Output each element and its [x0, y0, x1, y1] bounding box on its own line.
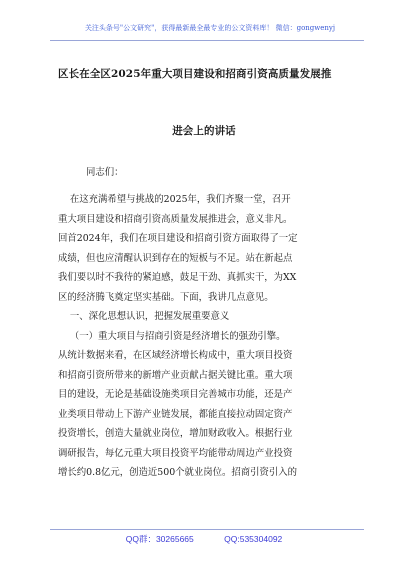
body-line: 回首2024年，我们在项目建设和招商引资方面取得了一定 — [58, 233, 298, 244]
header-divider — [50, 40, 364, 41]
salutation-text: 同志们： — [86, 167, 124, 178]
document-title-line-2: 进会上的讲话 — [172, 125, 236, 137]
footer — [0, 533, 408, 545]
subsection-heading: （一）重大项目与招商引资是经济增长的强劲引擎。 — [58, 330, 286, 342]
footer-divider — [50, 529, 364, 530]
body-line: 我们要以时不我待的紧迫感，鼓足干劲、真抓实干，为XX — [58, 272, 297, 283]
body-line: 和招商引资所带来的新增产业贡献占据关键比重。重大项 — [58, 369, 293, 381]
body-line: 目的建设，无论是基础设施类项目完善城市功能，还是产 — [58, 389, 293, 400]
footer-qq-group: QQ群：30265665 — [125, 534, 194, 544]
footer-qq-contact: QQ:535304092 — [224, 534, 283, 544]
body-line: 从统计数据来看，在区域经济增长构成中，重大项目投资 — [58, 350, 293, 361]
salutation — [58, 163, 358, 183]
body-line: 调研报告，每亿元重大项目投资平均能带动周边产业投资 — [58, 447, 293, 459]
section-heading: 一、深化思想认识，把握发展重要意义 — [58, 311, 230, 322]
body-line: 在这充满希望与挑战的2025年，我们齐聚一堂，召开 — [58, 194, 291, 205]
header-banner: 关注头条号"公文研究"，获得最新最全最专业的公文资料库！ 微信：gongwenyj — [84, 24, 336, 32]
body-line: 业类项目带动上下游产业链发展，都能直接拉动固定资产 — [58, 408, 293, 420]
body-line: 增长约0.8亿元，创造近500个就业岗位。招商引资引入的 — [58, 467, 298, 478]
body-line: 重大项目建设和招商引资高质量发展推进会，意义非凡。 — [58, 213, 293, 225]
body-line: 区的经济腾飞奠定坚实基础。下面，我讲几点意见。 — [58, 291, 274, 303]
body-text — [58, 190, 358, 483]
body-line: 成绩，但也应清醒认识到存在的短板与不足。站在新起点 — [58, 252, 293, 264]
body-line: 投资增长，创造大量就业岗位，增加财政收入。根据行业 — [58, 428, 293, 439]
document-title-line-1: 区长在全区2025年重大项目建设和招商引资高质量发展推 — [58, 68, 332, 80]
